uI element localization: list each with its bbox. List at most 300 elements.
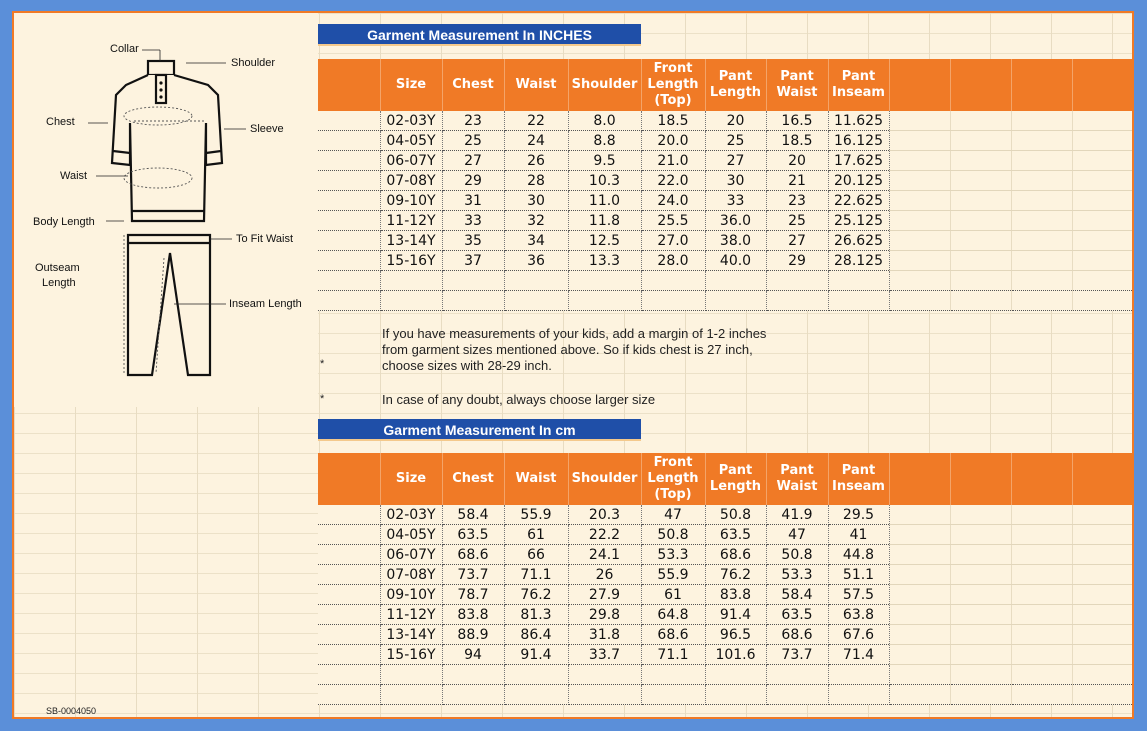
outseam-label-line1: Outseam (35, 262, 80, 274)
extra-cell (950, 565, 1011, 585)
extra-cell (889, 211, 950, 231)
value-cell: 35 (442, 231, 504, 251)
value-cell: 33.7 (568, 645, 641, 665)
table-row (318, 525, 1132, 545)
row-lead-cell (318, 111, 380, 131)
garment-illustration (14, 13, 318, 407)
size-cell: 15-16Y (380, 645, 442, 665)
value-cell: 57.5 (828, 585, 889, 605)
extra-cell (950, 191, 1011, 211)
value-cell: 41.9 (766, 505, 828, 525)
value-cell: 26 (568, 565, 641, 585)
extra-cell (1011, 211, 1072, 231)
empty-cell (766, 271, 828, 291)
column-header: Pant Length (705, 453, 766, 505)
empty-cell (889, 685, 950, 705)
extra-cell (889, 111, 950, 131)
value-cell: 26 (504, 151, 568, 171)
extra-cell (1072, 605, 1132, 625)
extra-cell (889, 171, 950, 191)
extra-cell (950, 131, 1011, 151)
empty-cell (705, 291, 766, 311)
value-cell: 31 (442, 191, 504, 211)
extra-cell (950, 151, 1011, 171)
extra-cell (1011, 525, 1072, 545)
value-cell: 29 (442, 171, 504, 191)
row-lead-cell (318, 645, 380, 665)
body-length-label: Body Length (33, 216, 95, 228)
value-cell: 71.1 (504, 565, 568, 585)
value-cell: 29 (766, 251, 828, 271)
value-cell: 22.0 (641, 171, 705, 191)
size-cell: 06-07Y (380, 545, 442, 565)
extra-cell (1011, 251, 1072, 271)
value-cell: 16.5 (766, 111, 828, 131)
extra-cell (889, 191, 950, 211)
column-header: Size (380, 59, 442, 111)
value-cell: 20 (705, 111, 766, 131)
value-cell: 9.5 (568, 151, 641, 171)
extra-cell (1072, 191, 1132, 211)
extra-cell (1072, 565, 1132, 585)
empty-cell (380, 291, 442, 311)
row-lead-cell (318, 525, 380, 545)
row-lead-cell (318, 131, 380, 151)
empty-cell (1072, 271, 1132, 291)
extra-cell (1072, 111, 1132, 131)
empty-cell (641, 271, 705, 291)
cm-body (318, 505, 1132, 705)
column-header: Shoulder (568, 59, 641, 111)
extra-cell (1011, 585, 1072, 605)
cm-table-title: Garment Measurement In cm (318, 419, 641, 441)
table-row (318, 625, 1132, 645)
empty-cell (504, 271, 568, 291)
row-lead-cell (318, 191, 380, 211)
size-cell: 13-14Y (380, 625, 442, 645)
kurta-pajama-drawing (14, 13, 318, 407)
value-cell: 73.7 (766, 645, 828, 665)
value-cell: 47 (766, 525, 828, 545)
extra-cell (1072, 625, 1132, 645)
value-cell: 68.6 (705, 545, 766, 565)
value-cell: 25 (766, 211, 828, 231)
value-cell: 17.625 (828, 151, 889, 171)
empty-cell (568, 665, 641, 685)
empty-cell (1011, 291, 1072, 311)
empty-cell (568, 685, 641, 705)
value-cell: 21.0 (641, 151, 705, 171)
empty-cell (380, 271, 442, 291)
value-cell: 18.5 (766, 131, 828, 151)
value-cell: 28.0 (641, 251, 705, 271)
value-cell: 25 (442, 131, 504, 151)
value-cell: 25.125 (828, 211, 889, 231)
row-lead-cell (318, 505, 380, 525)
row-lead-cell (318, 231, 380, 251)
extra-cell (889, 625, 950, 645)
inseam-length-label: Inseam Length (229, 298, 302, 310)
value-cell: 22.625 (828, 191, 889, 211)
extra-cell (950, 171, 1011, 191)
chest-label: Chest (46, 116, 75, 128)
empty-cell (641, 291, 705, 311)
value-cell: 50.8 (766, 545, 828, 565)
value-cell: 10.3 (568, 171, 641, 191)
value-cell: 13.3 (568, 251, 641, 271)
extra-cell (889, 545, 950, 565)
empty-cell (318, 685, 380, 705)
value-cell: 11.8 (568, 211, 641, 231)
table-row (318, 505, 1132, 525)
extra-cell (1072, 505, 1132, 525)
header-blank-cell (1072, 59, 1132, 111)
value-cell: 8.8 (568, 131, 641, 151)
extra-cell (889, 251, 950, 271)
column-header: Waist (504, 59, 568, 111)
value-cell: 23 (442, 111, 504, 131)
value-cell: 96.5 (705, 625, 766, 645)
table-row (318, 211, 1132, 231)
header-blank-cell (889, 59, 950, 111)
empty-cell (705, 665, 766, 685)
extra-cell (1011, 191, 1072, 211)
value-cell: 91.4 (504, 645, 568, 665)
empty-cell (641, 685, 705, 705)
table-row (318, 191, 1132, 211)
value-cell: 25 (705, 131, 766, 151)
empty-cell (442, 665, 504, 685)
empty-row (318, 685, 1132, 705)
value-cell: 16.125 (828, 131, 889, 151)
value-cell: 63.5 (442, 525, 504, 545)
value-cell: 73.7 (442, 565, 504, 585)
value-cell: 86.4 (504, 625, 568, 645)
value-cell: 71.4 (828, 645, 889, 665)
extra-cell (889, 131, 950, 151)
value-cell: 68.6 (766, 625, 828, 645)
value-cell: 61 (641, 585, 705, 605)
empty-cell (1011, 271, 1072, 291)
row-lead-cell (318, 605, 380, 625)
empty-cell (641, 665, 705, 685)
extra-cell (950, 505, 1011, 525)
extra-cell (1011, 605, 1072, 625)
extra-cell (1072, 251, 1132, 271)
header-blank-cell (318, 59, 380, 111)
value-cell: 36.0 (705, 211, 766, 231)
value-cell: 32 (504, 211, 568, 231)
header-blank-cell (1011, 59, 1072, 111)
value-cell: 27 (442, 151, 504, 171)
size-cell: 11-12Y (380, 211, 442, 231)
value-cell: 53.3 (766, 565, 828, 585)
value-cell: 25.5 (641, 211, 705, 231)
value-cell: 8.0 (568, 111, 641, 131)
column-header: Front Length (Top) (641, 59, 705, 111)
extra-cell (889, 525, 950, 545)
value-cell: 58.4 (442, 505, 504, 525)
size-cell: 15-16Y (380, 251, 442, 271)
table-row (318, 231, 1132, 251)
size-cell: 02-03Y (380, 111, 442, 131)
size-cell: 13-14Y (380, 231, 442, 251)
to-fit-waist-label: To Fit Waist (236, 233, 294, 245)
empty-cell (318, 271, 380, 291)
empty-cell (504, 665, 568, 685)
empty-cell (705, 271, 766, 291)
value-cell: 68.6 (641, 625, 705, 645)
column-header: Chest (442, 453, 504, 505)
empty-cell (380, 665, 442, 685)
value-cell: 64.8 (641, 605, 705, 625)
row-lead-cell (318, 585, 380, 605)
value-cell: 20 (766, 151, 828, 171)
extra-cell (889, 565, 950, 585)
row-lead-cell (318, 545, 380, 565)
note-bullet-2: * (320, 393, 325, 405)
column-header: Pant Inseam (828, 59, 889, 111)
extra-cell (1011, 565, 1072, 585)
row-lead-cell (318, 251, 380, 271)
size-cell: 04-05Y (380, 525, 442, 545)
note-bullet-1: * (320, 358, 325, 370)
extra-cell (950, 251, 1011, 271)
value-cell: 68.6 (442, 545, 504, 565)
value-cell: 91.4 (705, 605, 766, 625)
row-lead-cell (318, 565, 380, 585)
value-cell: 37 (442, 251, 504, 271)
cm-measurement-table (318, 453, 1133, 705)
table-row (318, 585, 1132, 605)
value-cell: 29.5 (828, 505, 889, 525)
column-header: Pant Waist (766, 59, 828, 111)
value-cell: 67.6 (828, 625, 889, 645)
value-cell: 29.8 (568, 605, 641, 625)
size-cell: 02-03Y (380, 505, 442, 525)
value-cell: 47 (641, 505, 705, 525)
value-cell: 63.5 (705, 525, 766, 545)
column-header: Pant Inseam (828, 453, 889, 505)
empty-cell (889, 271, 950, 291)
value-cell: 22.2 (568, 525, 641, 545)
value-cell: 71.1 (641, 645, 705, 665)
row-lead-cell (318, 151, 380, 171)
extra-cell (1011, 131, 1072, 151)
value-cell: 58.4 (766, 585, 828, 605)
table-row (318, 151, 1132, 171)
extra-cell (1011, 505, 1072, 525)
table-row (318, 605, 1132, 625)
inches-body (318, 111, 1132, 311)
value-cell: 44.8 (828, 545, 889, 565)
empty-row (318, 291, 1132, 311)
size-cell: 06-07Y (380, 151, 442, 171)
value-cell: 23 (766, 191, 828, 211)
note-larger-size-text: In case of any doubt, always choose larger size (382, 392, 656, 407)
extra-cell (1072, 231, 1132, 251)
value-cell: 24.0 (641, 191, 705, 211)
extra-cell (889, 605, 950, 625)
row-lead-cell (318, 625, 380, 645)
table-row (318, 545, 1132, 565)
empty-cell (766, 685, 828, 705)
empty-cell (1072, 685, 1132, 705)
size-cell: 07-08Y (380, 565, 442, 585)
value-cell: 27 (705, 151, 766, 171)
extra-cell (889, 645, 950, 665)
value-cell: 50.8 (705, 505, 766, 525)
extra-cell (1011, 171, 1072, 191)
column-header: Waist (504, 453, 568, 505)
value-cell: 33 (442, 211, 504, 231)
value-cell: 27.0 (641, 231, 705, 251)
table-row (318, 171, 1132, 191)
value-cell: 51.1 (828, 565, 889, 585)
value-cell: 11.625 (828, 111, 889, 131)
extra-cell (1072, 585, 1132, 605)
column-header: Front Length (Top) (641, 453, 705, 505)
extra-cell (1072, 131, 1132, 151)
column-header: Size (380, 453, 442, 505)
header-blank-cell (1011, 453, 1072, 505)
extra-cell (1072, 525, 1132, 545)
value-cell: 28.125 (828, 251, 889, 271)
extra-cell (1072, 645, 1132, 665)
header-blank-cell (950, 453, 1011, 505)
inches-header-row (318, 59, 1132, 111)
empty-cell (1072, 665, 1132, 685)
inches-measurement-table (318, 59, 1133, 311)
empty-cell (1072, 291, 1132, 311)
size-cell: 09-10Y (380, 191, 442, 211)
empty-cell (504, 685, 568, 705)
header-blank-cell (1072, 453, 1132, 505)
extra-cell (950, 211, 1011, 231)
value-cell: 63.8 (828, 605, 889, 625)
extra-cell (1072, 151, 1132, 171)
value-cell: 36 (504, 251, 568, 271)
column-header: Pant Waist (766, 453, 828, 505)
extra-cell (1011, 151, 1072, 171)
row-lead-cell (318, 171, 380, 191)
table-row (318, 645, 1132, 665)
value-cell: 24.1 (568, 545, 641, 565)
empty-cell (318, 665, 380, 685)
size-chart-sheet (12, 11, 1134, 719)
note-margin-text: If you have measurements of your kids, add a margin of 1-2 inches from garment sizes mentioned above. So if kids chest is 27 inch, choose sizes with 28-29 inch. (382, 326, 767, 373)
value-cell: 12.5 (568, 231, 641, 251)
waist-label: Waist (60, 170, 88, 182)
extra-cell (950, 545, 1011, 565)
value-cell: 21 (766, 171, 828, 191)
extra-cell (1011, 625, 1072, 645)
empty-cell (766, 291, 828, 311)
extra-cell (1011, 545, 1072, 565)
empty-cell (828, 685, 889, 705)
empty-cell (1011, 665, 1072, 685)
value-cell: 24 (504, 131, 568, 151)
table-row (318, 131, 1132, 151)
empty-cell (318, 291, 380, 311)
value-cell: 20.0 (641, 131, 705, 151)
empty-cell (568, 271, 641, 291)
value-cell: 88.9 (442, 625, 504, 645)
extra-cell (1072, 171, 1132, 191)
value-cell: 101.6 (705, 645, 766, 665)
value-cell: 55.9 (504, 505, 568, 525)
empty-cell (889, 291, 950, 311)
column-header: Shoulder (568, 453, 641, 505)
empty-cell (380, 685, 442, 705)
value-cell: 38.0 (705, 231, 766, 251)
empty-cell (950, 665, 1011, 685)
extra-cell (950, 585, 1011, 605)
extra-cell (889, 151, 950, 171)
value-cell: 81.3 (504, 605, 568, 625)
row-lead-cell (318, 211, 380, 231)
inches-table-title: Garment Measurement In INCHES (318, 24, 641, 46)
value-cell: 28 (504, 171, 568, 191)
extra-cell (1072, 211, 1132, 231)
value-cell: 30 (504, 191, 568, 211)
value-cell: 83.8 (442, 605, 504, 625)
value-cell: 94 (442, 645, 504, 665)
value-cell: 27.9 (568, 585, 641, 605)
value-cell: 40.0 (705, 251, 766, 271)
shoulder-label: Shoulder (231, 57, 276, 69)
value-cell: 78.7 (442, 585, 504, 605)
value-cell: 53.3 (641, 545, 705, 565)
value-cell: 26.625 (828, 231, 889, 251)
value-cell: 11.0 (568, 191, 641, 211)
value-cell: 41 (828, 525, 889, 545)
empty-cell (950, 271, 1011, 291)
sleeve-label: Sleeve (250, 123, 284, 135)
extra-cell (1011, 645, 1072, 665)
empty-cell (828, 291, 889, 311)
value-cell: 20.125 (828, 171, 889, 191)
value-cell: 66 (504, 545, 568, 565)
extra-cell (889, 585, 950, 605)
table-row (318, 111, 1132, 131)
header-blank-cell (950, 59, 1011, 111)
value-cell: 20.3 (568, 505, 641, 525)
value-cell: 30 (705, 171, 766, 191)
outseam-label-line2: Length (42, 277, 76, 289)
cm-header-row (318, 453, 1132, 505)
empty-row (318, 271, 1132, 291)
table-row (318, 251, 1132, 271)
empty-cell (504, 291, 568, 311)
size-cell: 04-05Y (380, 131, 442, 151)
empty-cell (766, 665, 828, 685)
value-cell: 63.5 (766, 605, 828, 625)
extra-cell (1072, 545, 1132, 565)
extra-cell (950, 231, 1011, 251)
header-blank-cell (889, 453, 950, 505)
empty-cell (442, 291, 504, 311)
empty-cell (828, 665, 889, 685)
product-code: SB-0004050 (46, 706, 97, 716)
value-cell: 55.9 (641, 565, 705, 585)
table-row (318, 565, 1132, 585)
value-cell: 76.2 (504, 585, 568, 605)
size-cell: 09-10Y (380, 585, 442, 605)
value-cell: 31.8 (568, 625, 641, 645)
value-cell: 34 (504, 231, 568, 251)
extra-cell (950, 605, 1011, 625)
